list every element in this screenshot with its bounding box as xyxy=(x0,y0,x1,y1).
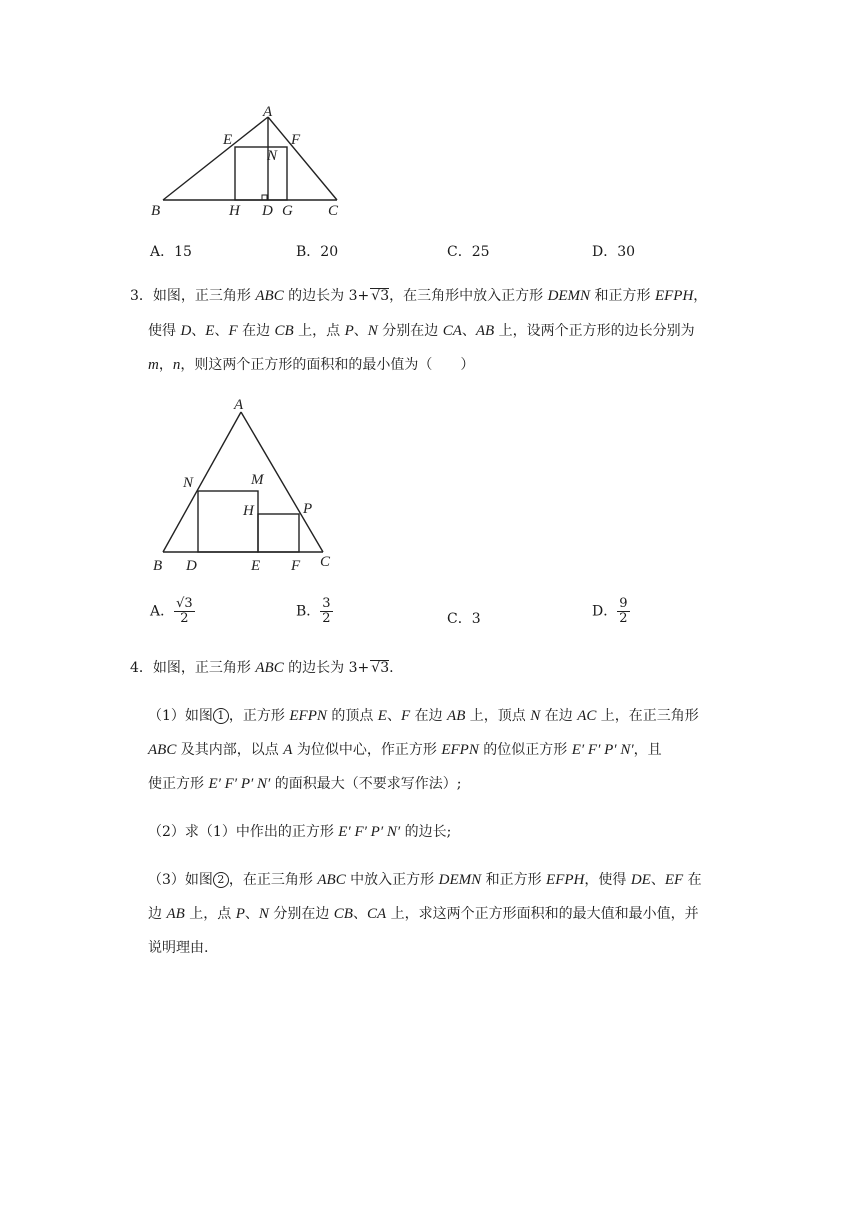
sqrt-symbol: √3 xyxy=(371,660,390,676)
q2-option-b: B．20 xyxy=(296,244,339,260)
fig1-label-b: B xyxy=(151,203,161,219)
fig2-label-h: H xyxy=(243,503,254,519)
circled-number-2: 2 xyxy=(213,872,229,888)
q4-part2: （2）求（1）中作出的正方形 E′ F′ P′ N′ 的边长; xyxy=(148,824,452,840)
fig2-label-c: C xyxy=(320,554,331,570)
figure-triangle-rectangle xyxy=(140,100,360,225)
q4-part3-line-2: 边 AB 上，点 P、N 分别在边 CB、CA 上，求这两个正方形面积和的最大值和最小值，并 xyxy=(148,906,699,922)
fig2-label-a: A xyxy=(234,397,244,413)
q3-line-3: m，n，则这两个正方形的面积和的最小值为（ ） xyxy=(148,357,475,373)
q4-intro: 4．如图，正三角形 ABC 的边长为 3+ √3. xyxy=(130,660,394,676)
q4-part1-line-3: 使正方形 E′ F′ P′ N′ 的面积最大（不要求写作法）; xyxy=(148,776,462,792)
fig2-label-p: P xyxy=(303,501,313,517)
q4-part1-line-2: ABC 及其内部，以点 A 为位似中心，作正方形 EFPN 的位似正方形 E′ F′ P′ N′，且 xyxy=(148,742,662,758)
sqrt-symbol: √3 xyxy=(371,288,390,304)
q4-number: 4． xyxy=(130,660,153,676)
fig2-label-b: B xyxy=(153,558,163,574)
q4-part3-line-1: （3）如图 2 ，在正三角形 ABC 中放入正方形 DEMN 和正方形 EFPH，使得 DE、EF 在 xyxy=(148,872,702,888)
fig1-label-e: E xyxy=(223,132,233,148)
fig1-label-d: D xyxy=(262,203,273,219)
q3-option-b: B． $\frac{3}{2}$ xyxy=(296,596,331,626)
fig1-label-a: A xyxy=(263,104,273,120)
fig1-label-c: C xyxy=(328,203,339,219)
fig2-label-e: E xyxy=(251,558,261,574)
q3-number: 3． xyxy=(130,288,153,304)
q4-part3-line-3: 说明理由. xyxy=(148,940,209,956)
fig1-label-h: H xyxy=(229,203,240,219)
q3-option-d: D． $\frac{9}{2}$ xyxy=(592,596,628,626)
fig2-label-f: F xyxy=(291,558,301,574)
fig1-label-n: N xyxy=(267,148,278,164)
fig2-label-d: D xyxy=(186,558,197,574)
fig2-label-m: M xyxy=(251,472,264,488)
q3-option-c: C．3 xyxy=(447,611,481,627)
fig2-label-n: N xyxy=(183,475,194,491)
q3-line-1: 3．如图，正三角形 ABC 的边长为 3+ √3，在三角形中放入正方形 DEMN 和正方形 EFPH， xyxy=(130,288,708,304)
fig1-label-g: G xyxy=(282,203,293,219)
q4-part1-line-1: （1）如图 1 ，正方形 EFPN 的顶点 E、F 在边 AB 上，顶点 N 在边 AC 上，在正三角形 xyxy=(148,708,699,724)
fig1-label-f: F xyxy=(291,132,301,148)
q2-option-d: D．30 xyxy=(592,244,636,260)
circled-number-1: 1 xyxy=(213,708,229,724)
q2-option-a: A．15 xyxy=(150,244,192,260)
figure-triangle-two-squares xyxy=(145,392,345,574)
q3-option-a: A． $\frac{√3}{2}$ xyxy=(150,596,193,626)
q3-line-2: 使得 D、E、F 在边 CB 上，点 P、N 分别在边 CA、AB 上，设两个正方形的边长分别为 xyxy=(148,323,695,339)
q2-option-c: C．25 xyxy=(447,244,490,260)
